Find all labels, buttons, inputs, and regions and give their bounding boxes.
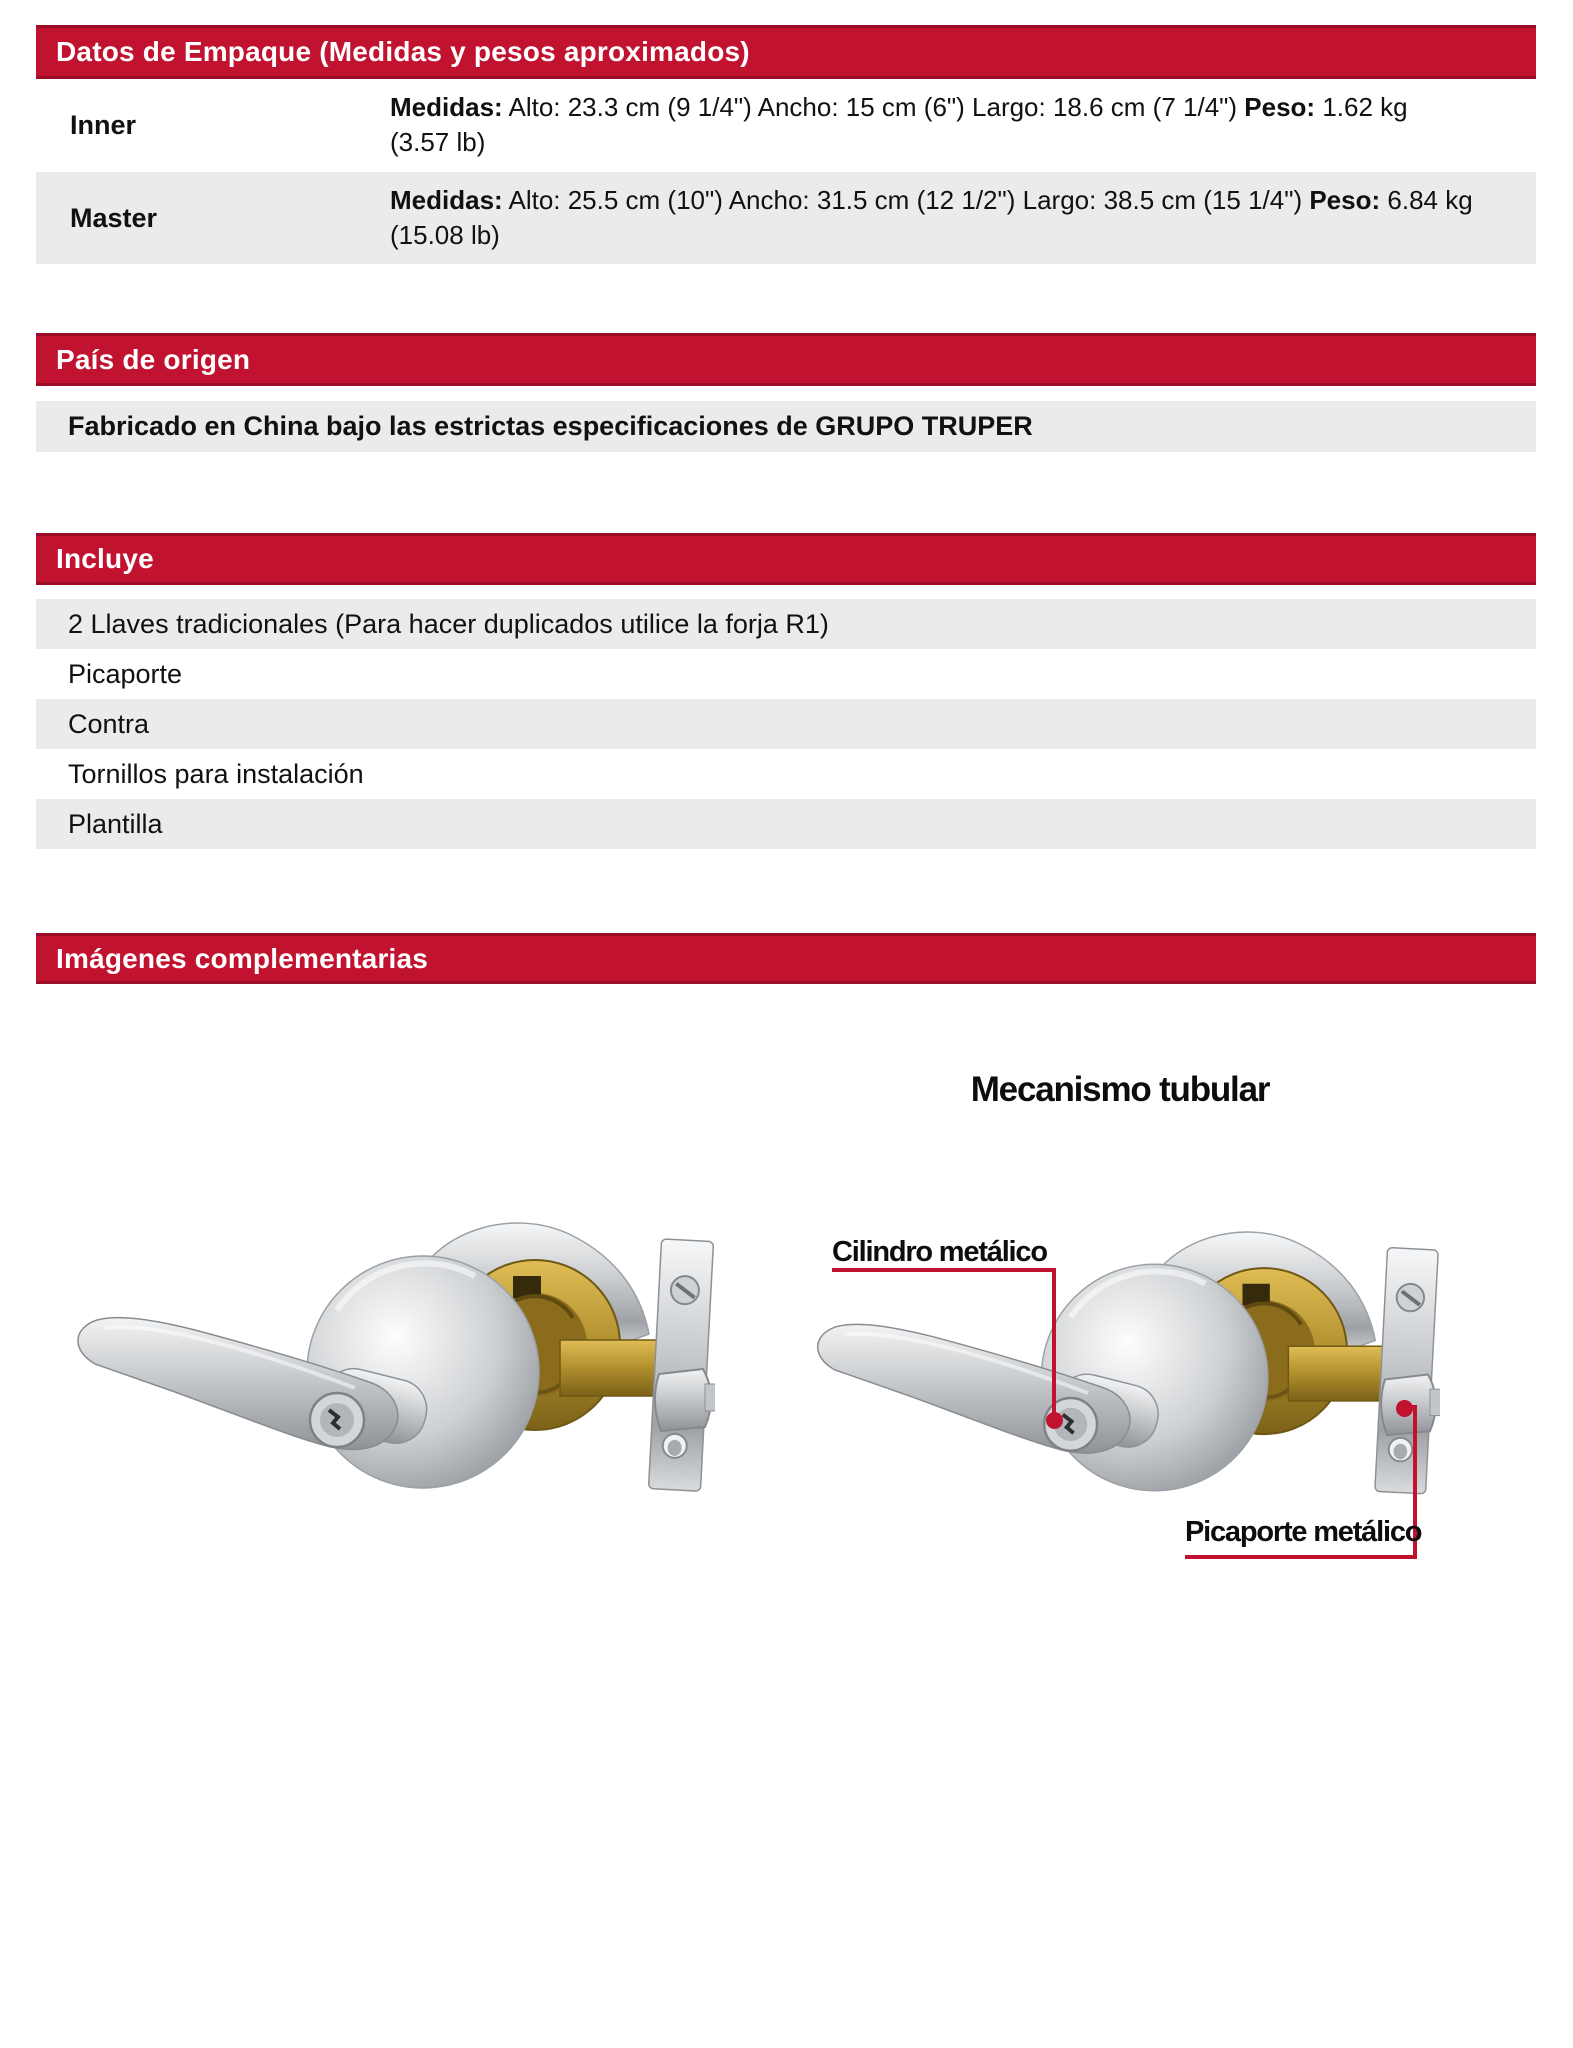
section-title-images: Imágenes complementarias bbox=[56, 942, 429, 974]
callout-line-cylinder bbox=[1052, 1268, 1056, 1416]
includes-item bbox=[36, 649, 1536, 699]
packing-row-master bbox=[36, 172, 1536, 264]
includes-item bbox=[36, 599, 1536, 649]
section-header-includes bbox=[36, 533, 1536, 585]
includes-item-text: Tornillos para instalación bbox=[68, 758, 364, 789]
peso-value-wrapped: (15.08 lb) bbox=[390, 220, 500, 250]
section-header-images bbox=[36, 933, 1536, 984]
mechanism-heading: Mecanismo tubular bbox=[970, 1070, 1270, 1109]
peso-value: 6.84 kg bbox=[1380, 185, 1473, 215]
packing-row-content bbox=[390, 79, 1530, 172]
origin-text: Fabricado en China bajo las estrictas especificaciones de GRUPO TRUPER bbox=[68, 411, 1033, 441]
includes-item-text: Picaporte bbox=[68, 658, 183, 689]
product-image-lockset-left bbox=[55, 1180, 715, 1520]
includes-item bbox=[36, 799, 1536, 849]
section-header-packing bbox=[36, 25, 1536, 79]
section-header-origin bbox=[36, 333, 1536, 386]
peso-value-wrapped: (3.57 lb) bbox=[390, 127, 486, 157]
origin-row bbox=[36, 401, 1536, 452]
packing-row-inner bbox=[36, 79, 1536, 172]
section-title-origin: País de origen bbox=[56, 343, 251, 375]
callout-dot-cylinder bbox=[1046, 1412, 1063, 1429]
section-title-packing: Datos de Empaque (Medidas y pesos aproximados) bbox=[56, 36, 750, 67]
includes-item-text: 2 Llaves tradicionales (Para hacer duplicados utilice la forja R1) bbox=[68, 608, 829, 639]
includes-item bbox=[36, 699, 1536, 749]
callout-label-latch: Picaporte metálico bbox=[1185, 1516, 1422, 1548]
includes-item-text: Contra bbox=[68, 708, 150, 739]
section-title-includes: Incluye bbox=[56, 543, 154, 574]
callout-underline-cylinder bbox=[832, 1268, 1056, 1272]
callout-underline-latch bbox=[1185, 1555, 1417, 1559]
packing-row-content bbox=[390, 172, 1530, 264]
medidas-value: Alto: 23.3 cm (9 1/4") Ancho: 15 cm (6") Largo: 18.6 cm (7 1/4") bbox=[502, 92, 1245, 122]
medidas-label: Medidas: bbox=[390, 92, 503, 122]
medidas-value: Alto: 25.5 cm (10") Ancho: 31.5 cm (12 1/2") Largo: 38.5 cm (15 1/4") bbox=[502, 185, 1310, 215]
peso-value: 1.62 kg bbox=[1315, 92, 1408, 122]
peso-label: Peso: bbox=[1244, 92, 1316, 122]
includes-item-text: Plantilla bbox=[68, 808, 163, 839]
packing-row-label: Master bbox=[70, 202, 158, 233]
callout-label-cylinder: Cilindro metálico bbox=[832, 1236, 1047, 1268]
packing-row-label: Inner bbox=[70, 110, 137, 140]
includes-item bbox=[36, 749, 1536, 799]
medidas-label: Medidas: bbox=[390, 185, 503, 215]
peso-label: Peso: bbox=[1309, 185, 1381, 215]
